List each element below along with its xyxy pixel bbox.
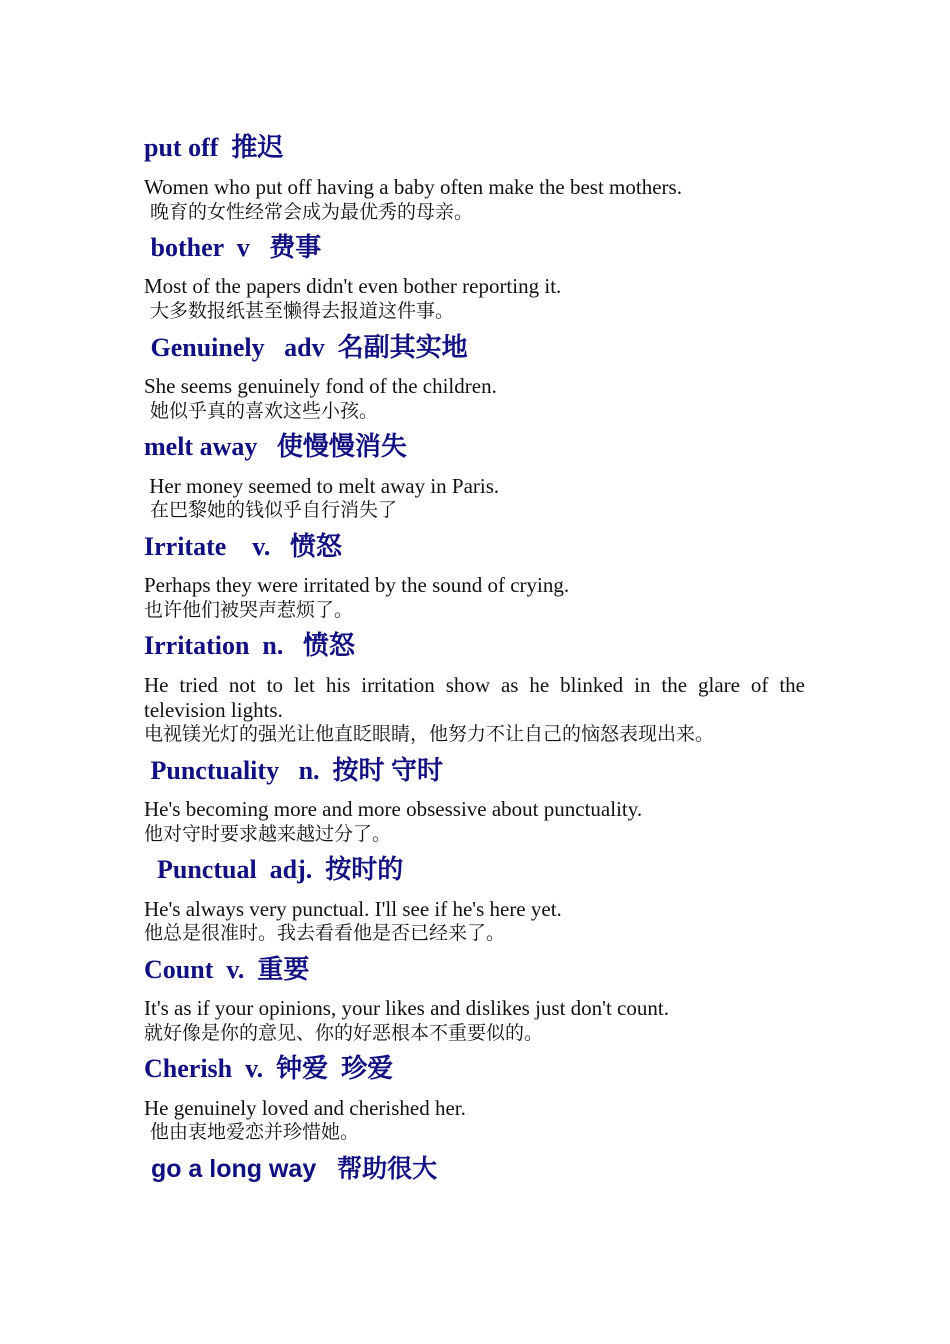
vocab-heading: Genuinely adv 名副其实地 bbox=[144, 333, 468, 362]
example-sentence-en: It's as if your opinions, your likes and dislikes just don't count. bbox=[144, 996, 669, 1020]
example-sentence-zh: 电视镁光灯的强光让他直眨眼睛，他努力不让自己的恼怒表现出来。 bbox=[144, 723, 715, 745]
example-sentence-zh: 她似乎真的喜欢这些小孩。 bbox=[144, 400, 379, 422]
example-sentence-en: He's always very punctual. I'll see if he's here yet. bbox=[144, 897, 562, 921]
vocab-heading: Count v. 重要 bbox=[144, 955, 310, 984]
example-sentence-en: He's becoming more and more obsessive about punctuality. bbox=[144, 797, 643, 821]
vocab-heading: Irritation n. 愤怒 bbox=[144, 631, 355, 660]
example-sentence-en: Perhaps they were irritated by the sound of crying. bbox=[144, 573, 570, 597]
example-sentence-zh: 也许他们被哭声惹烦了。 bbox=[144, 599, 354, 621]
example-sentence-en: He genuinely loved and cherished her. bbox=[144, 1096, 466, 1120]
example-sentence-zh: 他总是很准时。我去看看他是否已经来了。 bbox=[144, 922, 506, 944]
example-sentence-en: Her money seemed to melt away in Paris. bbox=[144, 474, 500, 498]
example-sentence-zh: 大多数报纸甚至懒得去报道这件事。 bbox=[144, 300, 455, 322]
example-sentence-zh: 在巴黎她的钱似乎自行消失了 bbox=[144, 499, 398, 521]
example-sentence-zh: 就好像是你的意见、你的好恶根本不重要似的。 bbox=[144, 1022, 544, 1044]
vocab-heading: bother v 费事 bbox=[144, 233, 322, 262]
example-sentence-zh: 晚育的女性经常会成为最优秀的母亲。 bbox=[144, 201, 474, 223]
vocab-heading: Cherish v. 钟爱 珍爱 bbox=[144, 1054, 394, 1083]
vocab-heading: Punctual adj. 按时的 bbox=[144, 855, 404, 884]
example-sentence-en-line2: television lights. bbox=[144, 698, 283, 722]
example-sentence-en-line1: He tried not to let his irritation show as he blinked in the glare of the bbox=[144, 673, 805, 697]
vocab-heading: Irritate v. 愤怒 bbox=[144, 532, 342, 561]
example-sentence-zh: 他对守时要求越来越过分了。 bbox=[144, 823, 392, 845]
example-sentence-en: She seems genuinely fond of the children. bbox=[144, 374, 497, 398]
vocab-heading: go a long way 帮助很大 bbox=[144, 1155, 438, 1183]
vocab-heading: melt away 使慢慢消失 bbox=[144, 432, 407, 461]
example-sentence-en: Women who put off having a baby often make the best mothers. bbox=[144, 175, 682, 199]
example-sentence-zh: 他由衷地爱恋并珍惜她。 bbox=[144, 1121, 360, 1143]
vocab-heading: Punctuality n. 按时 守时 bbox=[144, 756, 444, 785]
example-sentence-en: Most of the papers didn't even bother reporting it. bbox=[144, 274, 562, 298]
vocab-heading: put off 推迟 bbox=[144, 133, 284, 162]
